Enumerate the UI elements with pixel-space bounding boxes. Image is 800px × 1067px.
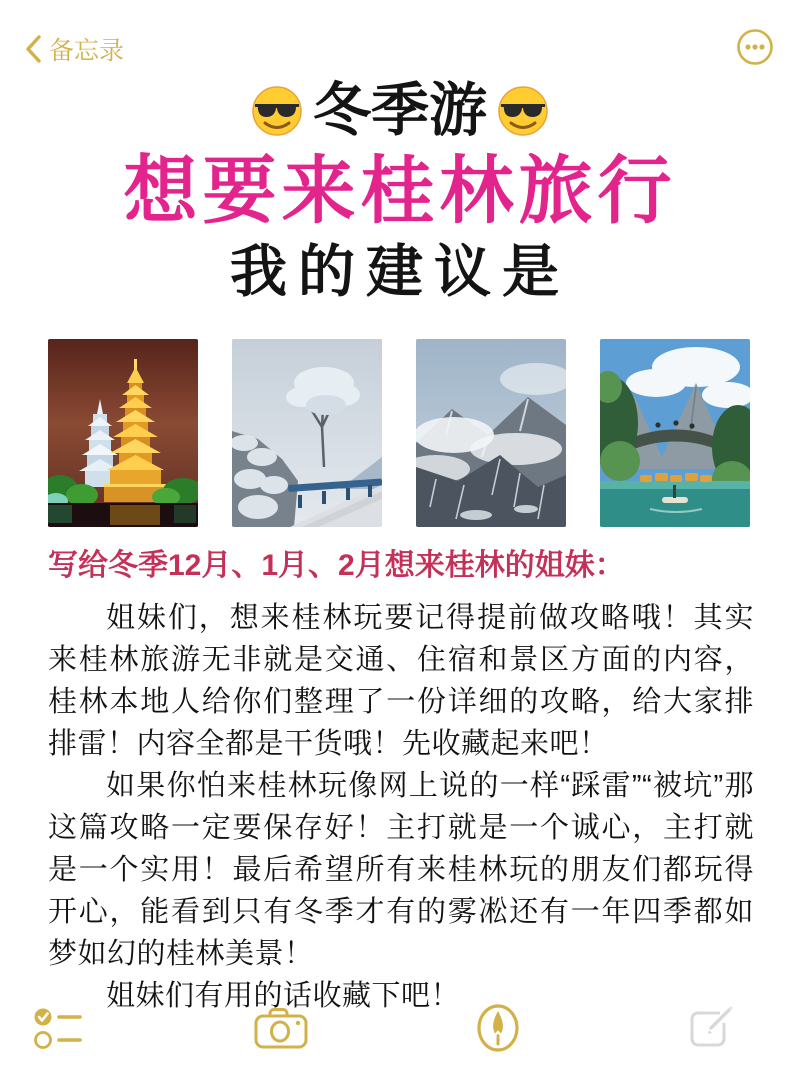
paragraph-3: 姐妹们有用的话收藏下吧！ (106, 980, 461, 1012)
title-line-1-text: 冬季游 (312, 78, 487, 143)
checklist-icon (32, 1005, 88, 1056)
title-line-2: 想要来桂林旅行 (123, 149, 677, 232)
sun-moon-pagodas-night-photo[interactable] (48, 339, 198, 527)
ellipsis-circle-icon (735, 27, 775, 72)
note-title-block (0, 76, 800, 304)
note-body (48, 547, 754, 1017)
markup-pen-icon (474, 1002, 522, 1059)
camera-button[interactable] (252, 1005, 310, 1056)
back-button[interactable] (24, 31, 124, 67)
sunglasses-emoji-icon (497, 85, 549, 137)
title-line-3: 我的建议是 (230, 240, 570, 304)
back-button-label: 备忘录 (49, 37, 125, 65)
misty-snow-mountains-photo[interactable] (416, 339, 566, 527)
chevron-left-icon (24, 34, 42, 64)
photo-strip (48, 339, 750, 527)
frosted-tree-snow-road-photo[interactable] (232, 339, 382, 527)
more-options-button[interactable] (734, 28, 776, 70)
paragraph-1: 姐妹们，想来桂林玩要记得提前做攻略哦！其实来桂林旅游无非就是交通、住宿和景区方面的内容，桂林本地人给你们整理了一份详细的攻略，给大家排排雷！内容全都是干货哦！先收藏起来吧！ (48, 602, 754, 760)
markup-button[interactable] (474, 1002, 522, 1059)
title-line-1 (0, 76, 800, 146)
camera-icon (252, 1005, 310, 1056)
note-heading: 写给冬季12月、1月、2月想来桂林的姐妹： (48, 549, 625, 582)
sunglasses-emoji-icon (251, 85, 303, 137)
paragraph-2: 如果你怕来桂林玩像网上说的一样“踩雷”“被坑”那这篇攻略一定要保存好！主打就是一个诚心，主打就是一个实用！最后希望所有来桂林玩的朋友们都玩得开心，能看到只有冬季才有的雾凇还有一年四季都如梦如幻的桂林美景！ (48, 770, 754, 970)
compose-button[interactable] (686, 1003, 736, 1058)
stone-arch-bridge-river-photo[interactable] (600, 339, 750, 527)
top-nav-bar (0, 26, 800, 72)
checklist-button[interactable] (32, 1005, 88, 1056)
compose-icon (686, 1003, 736, 1058)
bottom-toolbar (0, 1001, 800, 1059)
